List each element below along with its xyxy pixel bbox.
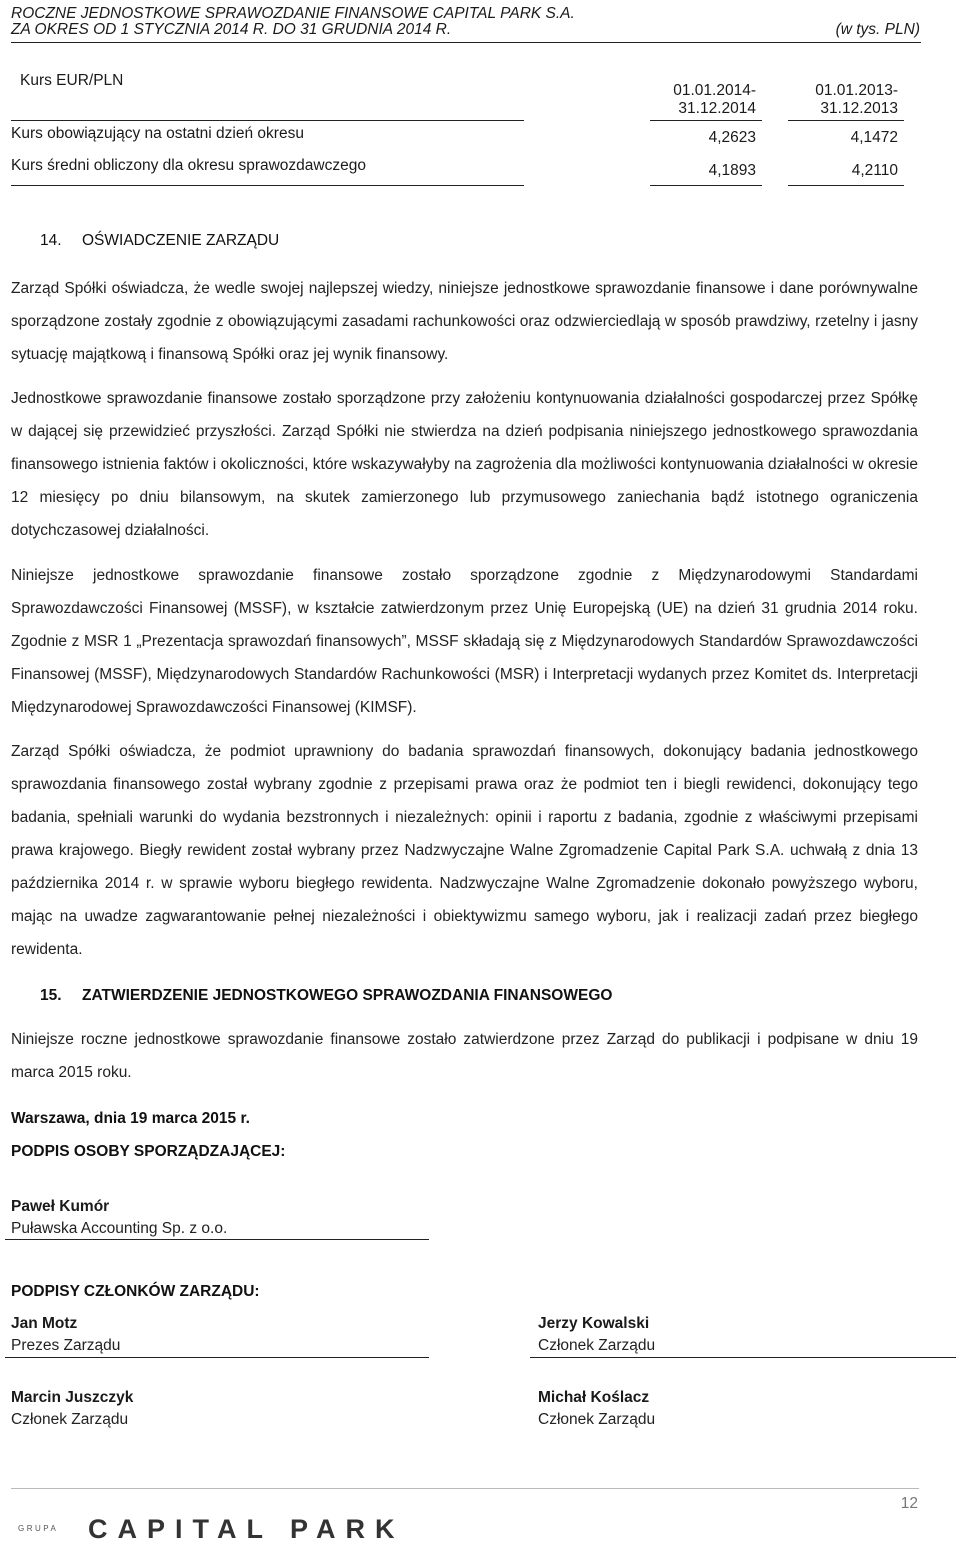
signature-line — [5, 1357, 429, 1358]
fx-row-label: Kurs obowiązujący na ostatni dzień okresu — [11, 125, 304, 142]
preparer-name: Paweł Kumór — [11, 1198, 110, 1215]
section-14-paragraph: Niniejsze jednostkowe sprawozdanie finansowe zostało sporządzone zgodnie z Międzynarodowymi Standardami Sprawozdawczości Finansowej (MSSF), w kształcie zatwierdzonym przez Unię Europejską (UE) na dzień 31 grudnia 2014 roku. Zgodnie z MSR 1 „Prezentacja sprawozdań finansowych”, MSSF składają się z Międzynarodowych Standardów Sprawozdawczości Finansowej (MSSF), Międzynarodowych Standardów Rachunkowości (MSR) i Interpretacji wydanych przez Komitet ds. Interpretacji Międzynarodowej Sprawozdawczości Finansowej (KIMSF). — [11, 567, 918, 716]
place-date: Warszawa, dnia 19 marca 2015 r. — [11, 1110, 250, 1127]
fx-bottom-rule-left — [11, 185, 524, 186]
section-15-number: 15. — [40, 987, 62, 1004]
fx-header-rule-left — [11, 120, 524, 121]
fx-bottom-rule-col1 — [650, 185, 762, 186]
fx-row-value-2014: 4,2623 — [708, 129, 756, 146]
section-15-title: ZATWIERDZENIE JEDNOSTKOWEGO SPRAWOZDANIA FINANSOWEGO — [82, 987, 613, 1004]
board-member-role: Członek Zarządu — [538, 1337, 656, 1354]
header-rule — [11, 42, 921, 43]
section-14-paragraph: Zarząd Spółki oświadcza, że wedle swojej najlepszej wiedzy, niniejsze jednostkowe sprawozdanie finansowe i dane porównywalne sporządzone zostały zgodnie z obowiązującymi zasadami rachunkowości oraz odzwierciedlają w sposób prawdziwy, rzetelny i jasny sytuację majątkową i finansową Spółki oraz jej wynik finansowy. — [11, 280, 918, 363]
fx-col2-header-b: 31.12.2013 — [820, 100, 898, 117]
board-member-name: Michał Koślacz — [538, 1389, 650, 1406]
fx-bottom-rule-col2 — [788, 185, 904, 186]
section-14-paragraph: Zarząd Spółki oświadcza, że podmiot uprawniony do badania sprawozdań finansowych, dokonujący badania jednostkowego sprawozdania finansowego został wybrany zgodnie z przepisami prawa oraz że podmiot ten i biegli rewidenci, dokonujący tego badania, spełniali warunki do wydania bezstronnych i niezależnych: opinii i raportu z badania, zgodnie z właściwymi przepisami prawa krajowego. Biegły rewident został wybrany przez Nadzwyczajne Walne Zgromadzenie Capital Park S.A. uchwałą z dnia 13 października 2014 r. w sprawie wyboru biegłego rewidenta. Nadzwyczajne Walne Zgromadzenie dokonało powyższego wyboru, mając na uwadze zagwarantowanie pełnej niezależności i obiektywizmu samego wyboru, jak i realizacji zadań przez biegłego rewidenta. — [11, 743, 918, 958]
fx-row-value-2013: 4,2110 — [851, 162, 898, 179]
fx-row-value-2013: 4,1472 — [850, 129, 898, 146]
board-member-role: Członek Zarządu — [11, 1411, 129, 1428]
fx-col1-header-a: 01.01.2014- — [673, 82, 756, 99]
board-member-name: Jan Motz — [11, 1315, 78, 1332]
section-14-number: 14. — [40, 232, 62, 249]
currency-unit: (w tys. PLN) — [835, 21, 920, 38]
section-15-paragraph: Niniejsze roczne jednostkowe sprawozdanie finansowe zostało zatwierdzone przez Zarząd do publikacji i podpisane w dniu 19 marca 2015 roku. — [11, 1031, 918, 1081]
report-period: ZA OKRES OD 1 STYCZNIA 2014 R. DO 31 GRUDNIA 2014 R. — [11, 21, 452, 38]
fx-header-rule-col1 — [650, 120, 762, 121]
footer-rule — [11, 1488, 919, 1489]
preparer-company: Puławska Accounting Sp. z o.o. — [11, 1220, 228, 1237]
logo-group-text: GRUPA — [18, 1524, 59, 1533]
board-member-name: Jerzy Kowalski — [538, 1315, 650, 1332]
section-14-paragraph: Jednostkowe sprawozdanie finansowe zostało sporządzone przy założeniu kontynuowania działalności gospodarczej przez Spółkę w dającej się przewidzieć przyszłości. Zarząd Spółki nie stwierdza na dzień podpisania niniejszego jednostkowego sprawozdania finansowego istnienia faktów i okoliczności, które wskazywałyby na zagrożenia dla możliwości kontynuowania działalności w okresie 12 miesięcy po dniu bilansowym, na skutek zamierzonego lub przymusowego zaniechania bądź istotnego ograniczenia dotychczasowej działalności. — [11, 390, 918, 539]
board-heading: PODPISY CZŁONKÓW ZARZĄDU: — [11, 1283, 260, 1300]
section-14-title: OŚWIADCZENIE ZARZĄDU — [82, 232, 280, 249]
report-title: ROCZNE JEDNOSTKOWE SPRAWOZDANIE FINANSOWE CAPITAL PARK S.A. — [11, 5, 575, 22]
page-number: 12 — [900, 1495, 918, 1512]
fx-header-rule-col2 — [788, 120, 904, 121]
fx-table-title: Kurs EUR/PLN — [20, 72, 124, 89]
preparer-signature-line — [5, 1239, 429, 1240]
board-member-name: Marcin Juszczyk — [11, 1389, 134, 1406]
fx-col1-header-b: 31.12.2014 — [678, 100, 756, 117]
board-member-role: Członek Zarządu — [538, 1411, 656, 1428]
signature-line — [530, 1357, 956, 1358]
fx-row-label: Kurs średni obliczony dla okresu sprawozdawczego — [11, 157, 366, 174]
fx-col2-header-a: 01.01.2013- — [815, 82, 898, 99]
company-logo: CAPITAL PARK — [88, 1514, 405, 1544]
board-member-role: Prezes Zarządu — [11, 1337, 121, 1354]
fx-row-value-2014: 4,1893 — [708, 162, 756, 179]
preparer-heading: PODPIS OSOBY SPORZĄDZAJĄCEJ: — [11, 1143, 286, 1160]
